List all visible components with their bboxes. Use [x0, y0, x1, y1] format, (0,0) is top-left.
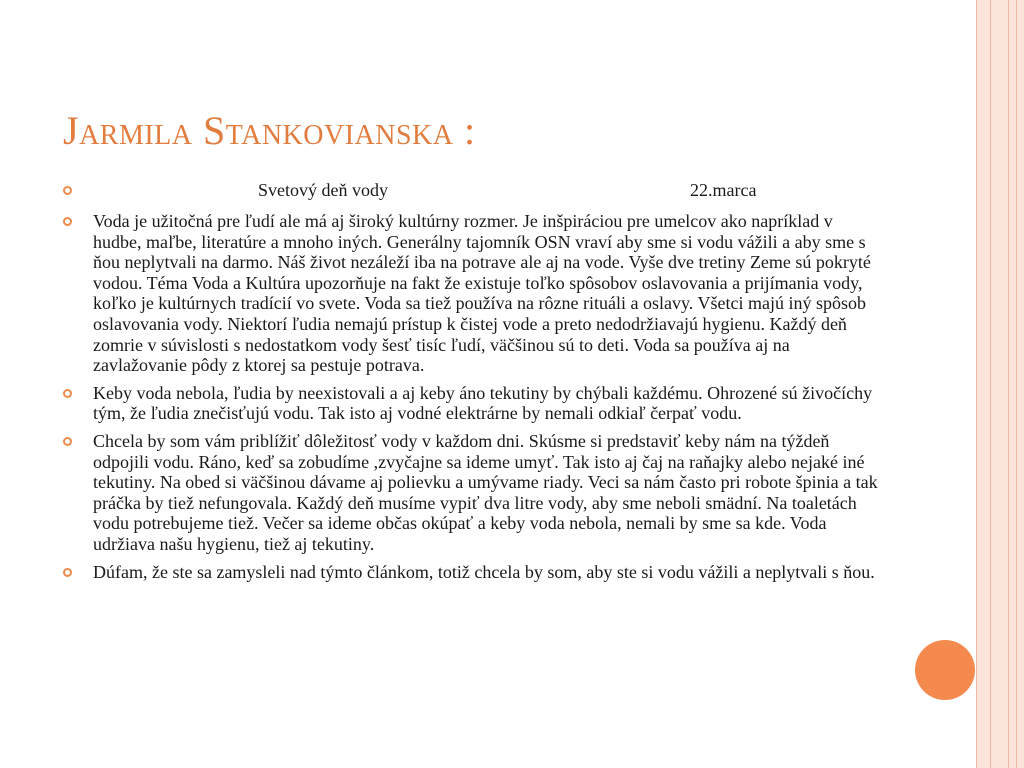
decorative-circle [915, 640, 975, 700]
bullet-circle-icon [63, 389, 72, 398]
event-date: 22.marca [690, 180, 757, 200]
bullet-text: Chcela by som vám priblížiť dôležitosť vody v každom dni. Skúsme si predstaviť keby nám na týždeň odpojili vodu. Ráno, keď sa zobudíme ,zvyčajne sa ideme umyť. Tak isto aj čaj na raňajky alebo nejaké iné tekutiny. Na obed si väčšinou dávame aj polievku a umývame riady. Veci sa nám často pri robote špinia a tak práčka by tiež nefungovala. Každý deň musíme vypiť dva litre vody, aby sme neboli smädní. Na toaletách vodu potrebujeme tiež. Večer sa ideme občas okúpať a keby voda nebola, nemali by sme sa kde. Voda udržiava našu hygienu, tiež aj tekutiny. [93, 430, 878, 554]
slide-content [63, 180, 883, 589]
bullet-item [63, 562, 883, 583]
bullet-circle-icon [63, 186, 72, 195]
bullet-circle-icon [63, 568, 72, 577]
decorative-stripe-line [990, 0, 991, 768]
bullet-circle-icon [63, 437, 72, 446]
intro-line [93, 180, 883, 204]
decorative-stripe-line [1016, 0, 1017, 768]
bullet-item [63, 211, 883, 376]
decorative-stripe-line [976, 0, 977, 768]
decorative-stripe-line [1008, 0, 1009, 768]
bullet-circle-icon [63, 217, 72, 226]
bullet-item-intro [63, 180, 883, 204]
bullet-text: Dúfam, že ste sa zamysleli nad týmto článkom, totiž chcela by som, aby ste si vodu vážili a neplytvali s ňou. [93, 561, 875, 582]
bullet-item [63, 383, 883, 424]
bullet-text: Keby voda nebola, ľudia by neexistovali a aj keby áno tekutiny by chýbali každému. Ohrozené sú živočíchy tým, že ľudia znečisťujú vodu. Tak isto aj vodné elektrárne by nemali odkiaľ čerpať vodu. [93, 382, 873, 424]
event-name: Svetový deň vody [258, 180, 388, 200]
slide-title: Jarmila Stankovianska : [63, 108, 476, 153]
bullet-item [63, 431, 883, 555]
bullet-text: Voda je užitočná pre ľudí ale má aj široký kultúrny rozmer. Je inšpiráciou pre umelcov ako napríklad v hudbe, maľbe, literatúre a mnoho iných. Generálny tajomník OSN vraví aby sme si vodu vážili a aby sme s ňou neplytvali na darmo. Náš život nezáleží iba na potrave ale aj na vode. Vyše dve tretiny Zeme sú pokryté vodou. Téma Voda a Kultúra upozorňuje na fakt že existuje toľko spôsobov oslavovania a prijímania vody, koľko je kultúrnych tradícií vo svete. Voda sa tiež používa na rôzne rituáli a oslavy. Všetci majú iný spôsob oslavovania vody. Niektorí ľudia nemajú prístup k čistej vode a preto nedodržiavajú hygienu. Každý deň zomrie v súvislosti s nedostatkom vody šesť tisíc ľudí, väčšinou sú to deti. Voda sa používa aj na zavlažovanie pôdy z ktorej sa pestuje potrava. [93, 211, 871, 376]
